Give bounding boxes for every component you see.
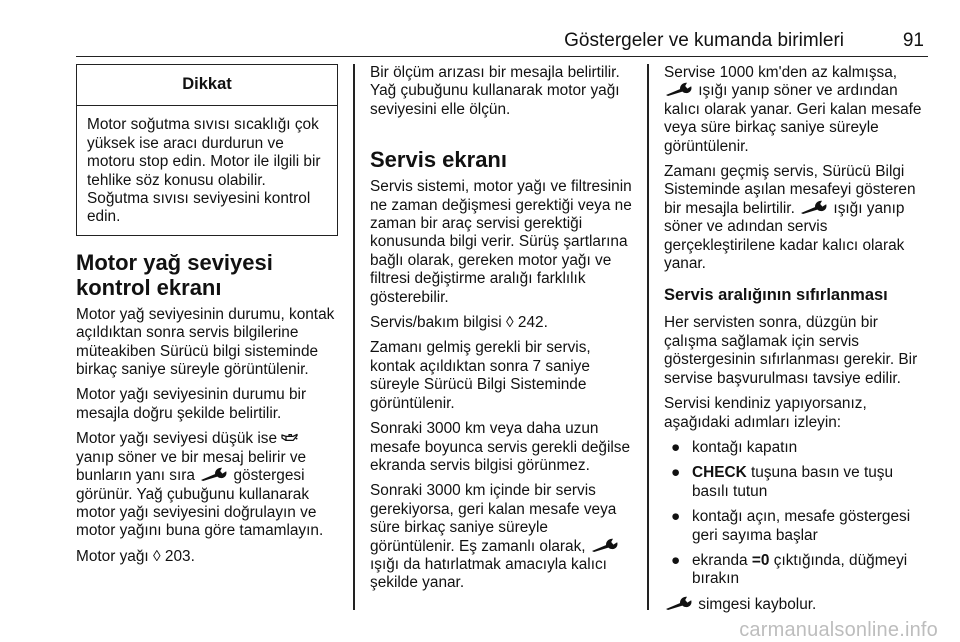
paragraph: Her servisten sonra, düzgün bir çalışma sağlamak için servis göstergesinin sıfırlanması gerekir. Bir servise başvurulması tavsiye edilir. [664,314,918,387]
bullet-icon: ● [671,508,681,526]
list-item [664,552,930,589]
paragraph-text: ışığı da hatırlatmak amacıyla kalıcı şekilde yanar. [370,555,607,592]
bullet-icon: ● [671,438,681,456]
paragraph: Sonraki 3000 km veya daha uzun mesafe boyunca servis gerekli değilse ekranda servis bilgisi görünmez. [370,420,631,474]
paragraph: Zamanı gelmiş gerekli bir servis, kontak açıldıktan sonra 7 saniye süreyle Sürücü Bilgi Sisteminde görüntülenir. [370,339,591,412]
page-reference-link[interactable]: 203. [164,547,195,565]
wrench-icon [664,596,694,610]
column-divider [647,64,649,610]
column-3 [664,64,930,621]
zero-display-label: =0 [751,551,770,569]
paragraph-text: ışığı yanıp söner ve ardından kalıcı olarak yanar. Geri kalan mesafe veya süre birkaç saniye süreyle görüntülenir. [664,82,922,155]
warning-body [77,106,337,234]
watermark: carmanualsonline.info [739,619,938,641]
paragraph [664,596,930,614]
step-text: kontağı kapatın [692,438,798,456]
check-key-label: CHECK [692,464,747,482]
page-number: 91 [902,30,924,51]
bullet-icon: ● [671,551,681,569]
paragraph [76,548,338,566]
oil-can-icon [281,432,298,443]
paragraph [664,64,930,156]
page-header [76,28,928,57]
paragraph-text: ışığı yanıp söner ve adından servis gerçekleştirilene kadar kalıcı olarak yanar. [664,199,905,273]
section-heading: Servis ekranı [370,147,507,173]
paragraph [664,163,930,273]
paragraph-text: Servise 1000 km'den az kalmışsa, [664,64,898,81]
subsection-heading: Servis aralığının sıfırlanması [664,286,888,305]
column-divider [353,64,355,610]
paragraph-text: göstergesi görünür. Yağ çubuğunu kullanarak motor yağı seviyesini doğrulayın ve motor yağını buna göre tamamlayın. [76,467,324,540]
section-heading: Motor yağ seviyesi kontrol ekranı [76,249,273,300]
paragraph-text: Motor yağı [76,547,149,565]
paragraph-text: yanıp söner ve bir mesaj belirir ve bunların yanı sıra [76,448,307,485]
paragraph-text: Servis/bakım bilgisi [370,314,502,332]
paragraph-text: Motor yağı seviyesi düşük ise [76,430,278,448]
paragraph: Servisi kendiniz yapıyorsanız, aşağıdaki adımları izleyin: [664,395,867,431]
wrench-icon [199,467,229,481]
warning-box [76,64,338,236]
list-item [664,508,930,545]
paragraph: Motor yağ seviyesinin durumu, kontak açıldıktan sonra servis bilgilerine müteakiben Sürücü bilgi sisteminde birkaç saniye süreyle görüntülenir. [76,305,335,379]
step-text: tuşuna basın ve tuşu basılı tutun [692,464,894,500]
page-reference-link[interactable]: 242. [517,314,548,332]
step-text: çıktığında, düğmeyi bırakın [692,551,908,588]
paragraph: Motor yağı seviyesinin durumu bir mesajla doğru şekilde belirtilir. [76,386,307,422]
column-1 [76,64,338,573]
paragraph-text: Zamanı geçmiş servis, Sürücü Bilgi Sisteminde aşılan mesafeyi gösteren bir mesajla belirtilir. [664,163,916,217]
bullet-icon: ● [671,464,681,482]
paragraph: Servis sistemi, motor yağı ve filtresinin ne zaman değişmesi gerektiği veya ne zaman bir araç servisi gerektiği konusunda bilgi verir. Sürüş şartlarına bağlı olarak, gereken motor yağı ve filtresi değiştirme aralığı farklılık gösterebilir. [370,178,632,306]
step-text: ekranda [692,551,748,569]
reference-arrow-icon: ◊ [153,547,161,565]
header-title: Göstergeler ve kumanda birimleri [564,30,844,51]
warning-text: Motor soğutma sıvısı sıcaklığı çok yüksek ise aracı durdurun ve motoru stop edin. Motor ile ilgili bir tehlike söz konusu olabilir. Soğutma sıvısı seviyesini kontrol edin. [87,116,321,226]
wrench-icon [799,200,829,214]
step-text: kontağı açın, mesafe göstergesi geri sayıma başlar [692,508,911,544]
paragraph-text: Sonraki 3000 km içinde bir servis gerekiyorsa, geri kalan mesafe veya süre birkaç saniye süreyle görüntülenir. Eş zamanlı olarak, [370,482,617,555]
list-item [664,439,930,457]
paragraph [370,314,634,332]
warning-title: Dikkat [77,65,337,106]
wrench-icon [590,538,620,552]
list-item [664,464,930,501]
wrench-icon [664,82,694,96]
paragraph: Bir ölçüm arızası bir mesajla belirtilir. Yağ çubuğunu kullanarak motor yağı seviyesini elle ölçün. [370,64,620,118]
reference-arrow-icon: ◊ [506,314,514,332]
paragraph-text: simgesi kaybolur. [698,595,817,613]
paragraph [76,430,338,540]
steps-list [664,439,930,589]
column-2 [370,64,634,600]
paragraph [370,482,634,592]
